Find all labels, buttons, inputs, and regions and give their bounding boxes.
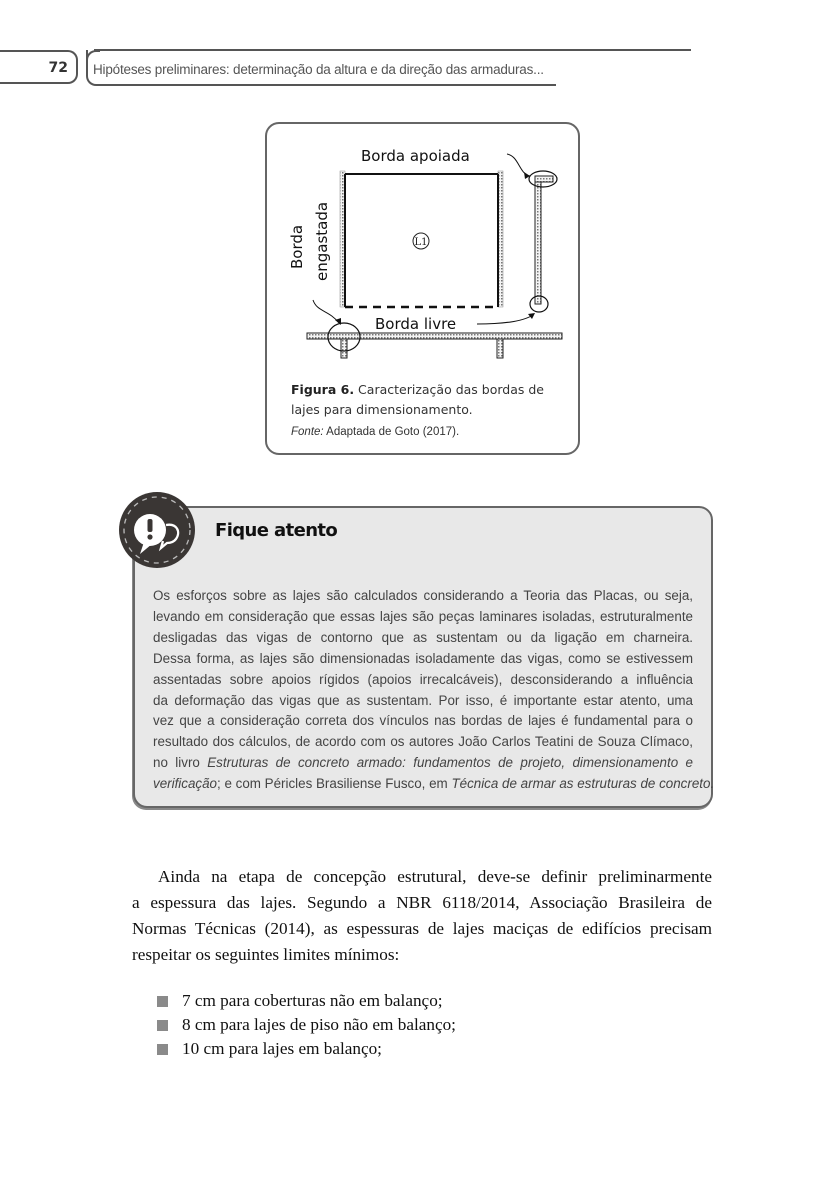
thickness-limits-list [157,989,456,1061]
beam-web-right [497,339,503,358]
figure-box [265,122,580,455]
figure-source-text: Adaptada de Goto (2017). [323,426,460,438]
callout-title: Fique atento [215,520,338,541]
paragraph-line: respeitar os seguintes limites mínimos: [132,945,400,964]
page-number: 72 [48,60,68,76]
running-title: Hipóteses preliminares: determinação da altura e da direção das armaduras... [93,62,544,77]
paragraph-line: Ainda na etapa de concepção estrutural, deve-se definir preliminarmente [158,867,712,886]
label-borda-livre: Borda livre [375,315,457,333]
column-flange [535,176,553,182]
list-item [157,1013,456,1037]
callout-line [153,753,693,774]
figure-source-label: Fonte: [291,426,324,438]
paragraph-line: a espessura das lajes. Segundo a NBR 6118/2014, Associação Brasileira de [132,893,712,912]
label-borda-apoiada: Borda apoiada [361,147,470,165]
book-title-fusco: Técnica de armar as estruturas de concreto. [451,776,715,792]
beam-web-left [341,339,347,358]
paragraph-line: Normas Técnicas (2014), as espessuras de lajes maciças de edifícios precisam [132,919,712,938]
figure-caption-label: Figura 6. [291,382,355,397]
list-item-text: 10 cm para lajes em balanço; [182,1039,382,1058]
exclamation-speech-bubble-icon [117,490,197,570]
list-item-text: 7 cm para coberturas não em balanço; [182,991,443,1010]
callout-line-text: no livro [153,755,208,771]
arrow-right-head [528,313,535,319]
square-bullet-icon [157,996,168,1007]
list-item [157,989,456,1013]
book-title-climaco-end: verificação [153,776,218,792]
callout-body [153,586,715,795]
list-item-text: 8 cm para lajes de piso não em balanço; [182,1015,456,1034]
slab-id: L1 [414,237,428,248]
beam-section [307,333,562,339]
figure-caption [291,380,571,420]
label-engastada: engastada [313,201,331,281]
square-bullet-icon [157,1020,168,1031]
square-bullet-icon [157,1044,168,1055]
slab-edge-diagram [267,124,582,374]
callout-line: vez que a consideração correta dos vínculos nas bordas de lajes é fundamental para o [153,713,693,729]
callout-line: assentadas sobre apoios rígidos (apoios irrecalcáveis), desconsiderando a influência [153,671,693,687]
arrow-right [477,315,533,324]
arrow-left [313,300,339,323]
book-title-climaco: Estruturas de concreto armado: fundamentos de projeto, dimensionamento e [207,755,693,771]
body-paragraph [132,864,712,968]
callout-line [153,774,715,795]
callout-line: da deformação das vigas que as sustentam. Por isso, é importante estar atento, uma [153,692,693,708]
callout-line: levando em consideração que essas lajes são peças laminares isoladas, estruturalmente [153,608,693,624]
callout-line: resultado dos cálculos, de acordo com os autores João Carlos Teatini de Souza Clímaco, [153,734,693,750]
callout-line: Os esforços sobre as lajes são calculados considerando a Teoria das Placas, ou seja, [153,588,693,603]
arrow-top [507,154,530,176]
callout-line: Dessa forma, as lajes são dimensionadas isoladamente das vigas, como se estivessem [153,650,693,666]
callout-line: desligadas das vigas de contorno que as sustentam ou da ligação em charneira. [153,629,693,645]
callout-line-text: ; e com Péricles Brasiliense Fusco, em [217,776,452,792]
list-item [157,1037,456,1061]
figure-caption-text: Caracterização das bordas de lajes para dimensionamento. [291,382,544,417]
figure-source [291,426,459,438]
label-borda: Borda [288,224,306,269]
page-number-box [0,50,78,84]
column-section [535,176,541,304]
